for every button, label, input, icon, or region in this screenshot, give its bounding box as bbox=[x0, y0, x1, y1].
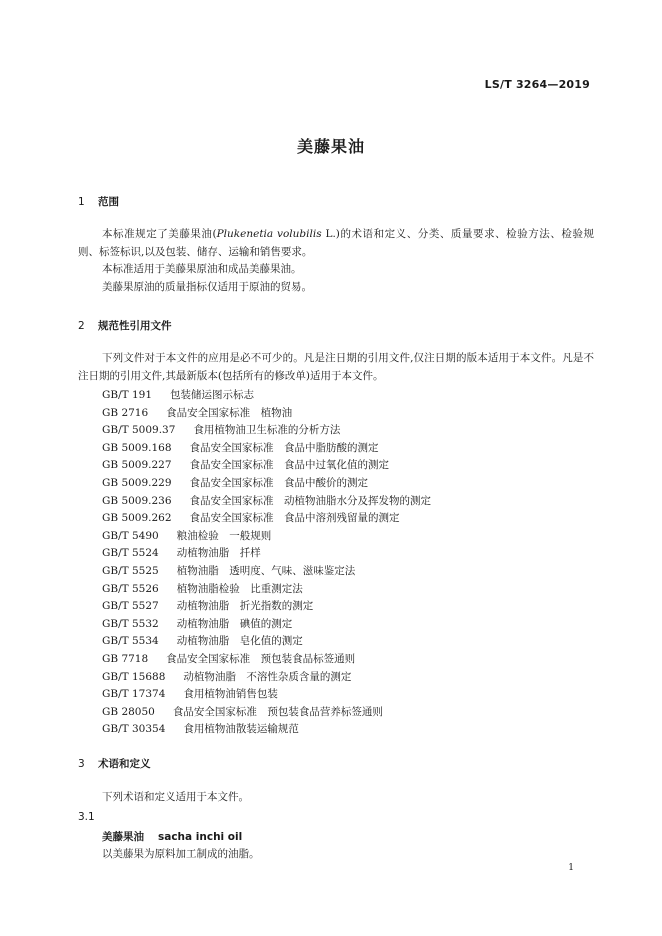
reference-title: 动植物油脂 扦样 bbox=[176, 547, 261, 560]
section-number: 3 bbox=[78, 758, 85, 770]
term-definition: 以美藤果为原料加工制成的油脂。 bbox=[102, 848, 260, 860]
reference-title: 食品安全国家标准 食品中酸价的测定 bbox=[189, 476, 369, 489]
list-item bbox=[102, 440, 431, 458]
reference-title: 食品安全国家标准 预包装食品营养标签通则 bbox=[172, 705, 383, 718]
reference-code: GB 5009.229 bbox=[102, 476, 172, 489]
reference-title: 食品安全国家标准 植物油 bbox=[166, 406, 293, 419]
reference-title: 粮油检验 一般规则 bbox=[176, 529, 272, 542]
reference-title: 植物油脂 透明度、气味、滋味鉴定法 bbox=[176, 564, 356, 577]
list-item bbox=[102, 633, 431, 651]
section-title: 范围 bbox=[98, 196, 119, 208]
reference-title: 食品安全国家标准 食品中过氧化值的测定 bbox=[189, 459, 390, 472]
list-item bbox=[102, 686, 431, 704]
term-zh: 美藤果油 bbox=[102, 831, 144, 843]
list-item bbox=[102, 563, 431, 581]
reference-code: GB/T 5524 bbox=[102, 547, 159, 560]
scope-paragraph-3: 美藤果原油的质量指标仅适用于原油的贸易。 bbox=[102, 281, 312, 293]
reference-title: 包装储运图示标志 bbox=[170, 389, 255, 401]
term-number: 3.1 bbox=[78, 811, 95, 823]
scope-paragraph-2: 本标准适用于美藤果原油和成品美藤果油。 bbox=[102, 263, 302, 275]
list-item bbox=[102, 598, 431, 616]
list-item bbox=[102, 581, 431, 599]
reference-title: 植物油脂检验 比重测定法 bbox=[176, 582, 303, 595]
reference-title: 动植物油脂 不溶性杂质含量的测定 bbox=[183, 670, 352, 683]
reference-title: 食品安全国家标准 动植物油脂水分及挥发物的测定 bbox=[189, 494, 432, 507]
reference-title: 食用植物油卫生标准的分析方法 bbox=[193, 424, 341, 437]
reference-code: GB/T 15688 bbox=[102, 670, 166, 683]
reference-code: GB 5009.168 bbox=[102, 441, 172, 454]
list-item bbox=[102, 545, 431, 563]
reference-title: 食用植物油散装运输规范 bbox=[183, 723, 299, 736]
document-title: 美藤果油 bbox=[296, 137, 365, 156]
list-item bbox=[102, 510, 431, 528]
list-item bbox=[102, 493, 431, 511]
reference-title: 食用植物油销售包装 bbox=[183, 688, 278, 701]
section-number: 1 bbox=[78, 196, 85, 208]
list-item bbox=[102, 457, 431, 475]
reference-code: GB/T 191 bbox=[102, 389, 153, 401]
section-number: 2 bbox=[78, 320, 85, 332]
reference-code: GB/T 5532 bbox=[102, 617, 159, 630]
reference-code: GB/T 17374 bbox=[102, 688, 166, 701]
list-item bbox=[102, 422, 431, 440]
list-item bbox=[102, 651, 431, 669]
reference-code: GB/T 5534 bbox=[102, 635, 159, 648]
page-number: 1 bbox=[568, 863, 574, 873]
reference-list bbox=[102, 387, 431, 739]
list-item bbox=[102, 721, 431, 739]
section-heading-normative-references bbox=[78, 318, 172, 333]
list-item bbox=[102, 387, 431, 405]
terms-intro: 下列术语和定义适用于本文件。 bbox=[102, 791, 249, 803]
list-item bbox=[102, 616, 431, 634]
section-title: 规范性引用文件 bbox=[98, 320, 172, 332]
reference-code: GB 28050 bbox=[102, 705, 155, 718]
reference-title: 动植物油脂 碘值的测定 bbox=[176, 617, 293, 630]
reference-code: GB/T 5009.37 bbox=[102, 424, 176, 437]
reference-title: 食品安全国家标准 预包装食品标签通则 bbox=[166, 652, 356, 665]
section-title: 术语和定义 bbox=[98, 758, 151, 770]
reference-title: 食品安全国家标准 食品中脂肪酸的测定 bbox=[189, 441, 379, 454]
reference-code: GB/T 30354 bbox=[102, 723, 166, 736]
term-en: sacha inchi oil bbox=[158, 831, 243, 843]
reference-code: GB/T 5525 bbox=[102, 564, 159, 577]
reference-code: GB 5009.262 bbox=[102, 512, 172, 525]
reference-code: GB/T 5527 bbox=[102, 600, 159, 613]
latin-species-name: Plukenetia volubilis bbox=[216, 228, 322, 240]
reference-code: GB 5009.227 bbox=[102, 459, 172, 472]
reference-code: GB 7718 bbox=[102, 652, 149, 665]
references-intro: 下列文件对于本文件的应用是必不可少的。凡是注日期的引用文件,仅注日期的版本适用于本文件。凡是不注日期的引用文件,其最新版本(包括所有的修改单)适用于本文件。 bbox=[78, 352, 594, 382]
standard-code: LS/T 3264—2019 bbox=[484, 78, 590, 91]
scope-paragraph-1: 本标准规定了美藤果油(Plukenetia volubilis L.)的术语和定义、分类、质量要求、检验方法、检验规则、标签标识,以及包装、储存、运输和销售要求。 bbox=[78, 228, 594, 258]
reference-code: GB/T 5526 bbox=[102, 582, 159, 595]
list-item bbox=[102, 475, 431, 493]
reference-title: 动植物油脂 折光指数的测定 bbox=[176, 600, 314, 613]
reference-title: 食品安全国家标准 食品中溶剂残留量的测定 bbox=[189, 512, 400, 525]
section-heading-scope bbox=[78, 194, 119, 209]
reference-code: GB 5009.236 bbox=[102, 494, 172, 507]
list-item bbox=[102, 669, 431, 687]
section-heading-terms-and-definitions bbox=[78, 756, 151, 771]
reference-code: GB/T 5490 bbox=[102, 529, 159, 542]
term-heading bbox=[102, 829, 242, 844]
list-item bbox=[102, 405, 431, 423]
list-item bbox=[102, 528, 431, 546]
reference-title: 动植物油脂 皂化值的测定 bbox=[176, 635, 303, 648]
list-item bbox=[102, 704, 431, 722]
reference-code: GB 2716 bbox=[102, 406, 149, 419]
